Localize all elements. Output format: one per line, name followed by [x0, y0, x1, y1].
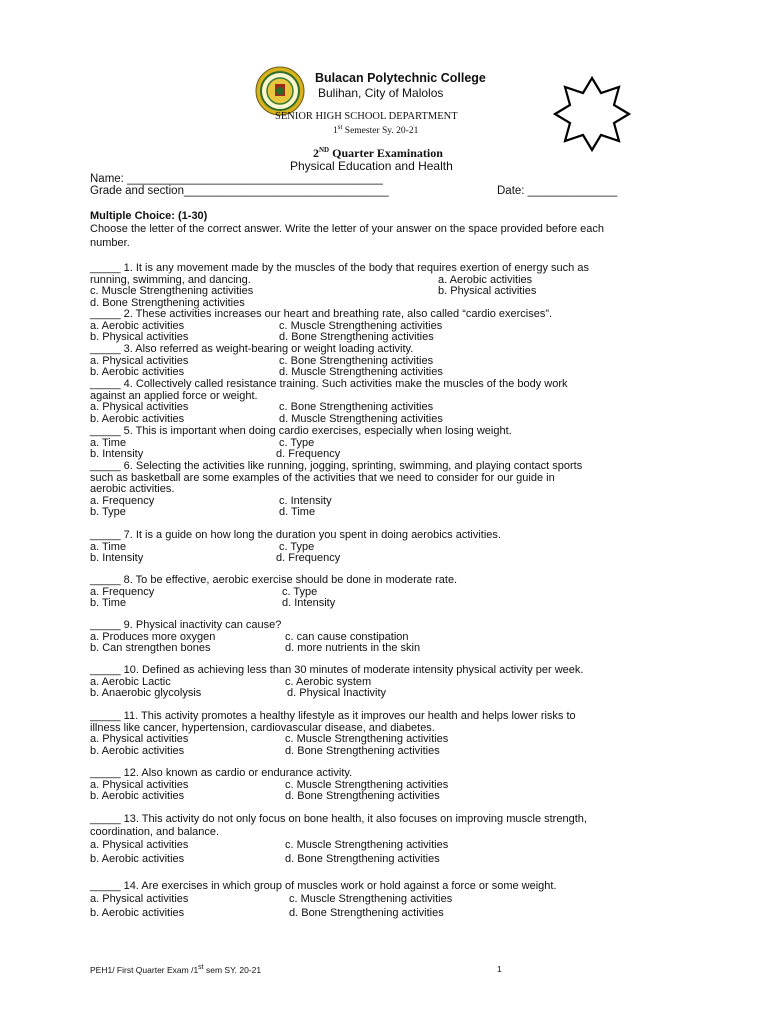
option-c: c. Muscle Strengthening activities [90, 285, 254, 298]
option-b: b. Aerobic activities [90, 907, 185, 919]
option-a: a. Aerobic Lactic [90, 675, 171, 688]
question-7 [90, 530, 690, 565]
option-b: b. Aerobic activities [90, 412, 185, 425]
option-b: b. Anaerobic glycolysis [90, 687, 202, 700]
question-text: _____ 3. Also referred as weight-bearing or weight loading activity. [90, 343, 414, 355]
option-a: a. Time [90, 436, 127, 449]
question-text: aerobic activities. [90, 483, 175, 496]
option-a: a. Frequency [90, 494, 155, 507]
question-text: _____ 12. Also known as cardio or endurance activity. [90, 767, 353, 779]
option-b: b. Aerobic activities [90, 790, 185, 803]
question-text: such as basketball are some examples of the activities that we need to consider for our guide in [90, 471, 555, 484]
option-d: d. Bone Strengthening activities [285, 853, 440, 865]
option-b: b. Physical activities [90, 331, 189, 344]
option-a: a. Produces more oxygen [90, 630, 216, 643]
question-text: coordination, and balance. [90, 826, 220, 838]
option-c: c. Muscle Strengthening activities [289, 893, 453, 905]
question-5 [90, 426, 690, 461]
date-field[interactable]: Date: ______________ [497, 185, 618, 197]
option-b: b. Time [90, 597, 127, 610]
option-c: c. Muscle Strengthening activities [285, 839, 449, 851]
question-11 [90, 711, 690, 757]
option-a: a. Physical activities [90, 778, 189, 791]
option-b: b. Aerobic activities [90, 366, 185, 379]
option-a: a. Frequency [90, 585, 155, 598]
option-d: d. Intensity [282, 597, 336, 610]
question-12 [90, 768, 690, 803]
option-d: d. Bone Strengthening activities [279, 331, 434, 344]
option-c: c. Aerobic system [285, 675, 372, 688]
section-title: Multiple Choice: (1-30) [90, 210, 208, 222]
option-d: d. Physical Inactivity [287, 687, 387, 700]
question-6 [90, 461, 690, 519]
score-star-box [553, 76, 631, 152]
question-8 [90, 575, 690, 610]
option-d: d. Muscle Strengthening activities [279, 412, 443, 425]
option-d: d. Frequency [276, 552, 341, 565]
instructions-line-1: Choose the letter of the correct answer. Write the letter of your answer on the space provided before each [90, 223, 605, 235]
option-d: d. Frequency [276, 448, 341, 461]
option-a: a. Physical activities [90, 354, 189, 367]
question-text: _____ 13. This activity do not only focus on bone health, it also focuses on improving muscle strength, [90, 813, 587, 825]
option-a: a. Physical activities [90, 893, 189, 905]
option-b: b. Type [90, 506, 126, 519]
question-14 [90, 880, 690, 920]
question-text: _____ 2. These activities increases our heart and breathing rate, also called “cardio exercises”. [90, 308, 553, 320]
question-1 [90, 263, 690, 309]
question-text: _____ 9. Physical inactivity can cause? [90, 619, 282, 631]
question-3 [90, 344, 690, 379]
option-d: d. Bone Strengthening activities [90, 296, 245, 309]
college-seal-logo [255, 66, 305, 116]
question-text: _____ 5. This is important when doing cardio exercises, especially when losing weight. [90, 425, 512, 437]
option-c: c. Muscle Strengthening activities [279, 319, 443, 332]
option-c: c. Muscle Strengthening activities [285, 733, 449, 746]
exam-title: 2ND Quarter Examination [313, 146, 443, 160]
question-13 [90, 813, 690, 866]
option-c: c. can cause constipation [285, 630, 409, 643]
option-d: d. Bone Strengthening activities [285, 790, 440, 803]
question-text: _____ 10. Defined as achieving less than 30 minutes of moderate intensity physical activity per week. [90, 664, 584, 676]
option-b: b. Can strengthen bones [90, 642, 211, 655]
option-c: c. Bone Strengthening activities [279, 354, 434, 367]
question-text: running, swimming, and dancing. [90, 273, 251, 286]
option-c: c. Type [279, 436, 315, 449]
question-text: _____ 14. Are exercises in which group of muscles work or hold against a force or some weight. [90, 880, 557, 892]
option-c: c. Type [279, 540, 315, 553]
instructions-line-2: number. [90, 237, 130, 249]
page-number: 1 [497, 964, 502, 974]
college-name: Bulacan Polytechnic College [315, 71, 486, 85]
option-a: a. Aerobic activities [90, 319, 185, 332]
option-a: a. Physical activities [90, 733, 189, 746]
option-c: c. Bone Strengthening activities [279, 401, 434, 414]
option-b: b. Aerobic activities [90, 853, 185, 865]
option-d: d. Bone Strengthening activities [285, 744, 440, 757]
option-a: a. Physical activities [90, 839, 189, 851]
footer-label: PEH1/ First Quarter Exam /1st sem SY. 20-21 [90, 964, 262, 975]
option-b: b. Intensity [90, 552, 144, 565]
option-c: c. Type [282, 585, 318, 598]
department-title: SENIOR HIGH SCHOOL DEPARTMENT [275, 111, 458, 122]
question-10 [90, 665, 690, 700]
option-c: c. Muscle Strengthening activities [285, 778, 449, 791]
option-b: b. Physical activities [438, 285, 537, 298]
name-field[interactable]: Name: ________________________________________ [90, 173, 383, 185]
college-address: Bulihan, City of Malolos [318, 86, 444, 100]
option-a: a. Physical activities [90, 401, 189, 414]
option-d: d. Bone Strengthening activities [289, 907, 444, 919]
subject-title: Physical Education and Health [290, 159, 453, 173]
question-text: _____ 1. It is any movement made by the muscles of the body that requires exertion of energy such as [90, 262, 589, 274]
option-d: d. Muscle Strengthening activities [279, 366, 443, 379]
question-text: _____ 7. It is a guide on how long the duration you spent in doing aerobics activities. [90, 529, 501, 541]
question-9 [90, 620, 690, 655]
question-text: _____ 11. This activity promotes a healthy lifestyle as it improves our health and helps lower risks to [90, 710, 576, 722]
question-text: against an applied force or weight. [90, 389, 258, 402]
option-c: c. Intensity [279, 494, 332, 507]
question-4 [90, 379, 690, 425]
question-text: _____ 4. Collectively called resistance training. Such activities make the muscles of the body work [90, 378, 568, 390]
semester-line: 1st Semester Sy. 20-21 [333, 123, 419, 137]
option-a: a. Time [90, 540, 127, 553]
question-2 [90, 309, 690, 344]
option-b: b. Aerobic activities [90, 744, 185, 757]
question-text: _____ 6. Selecting the activities like running, jogging, sprinting, swimming, and playing contact sports [90, 460, 583, 472]
option-b: b. Intensity [90, 448, 144, 461]
option-d: d. Time [279, 506, 316, 519]
option-a: a. Aerobic activities [438, 273, 533, 286]
question-text: illness like cancer, hypertension, cardiovascular disease, and diabetes. [90, 721, 435, 734]
option-d: d. more nutrients in the skin [285, 642, 421, 655]
question-text: _____ 8. To be effective, aerobic exercise should be done in moderate rate. [90, 574, 458, 586]
grade-section-field[interactable]: Grade and section________________________________ [90, 185, 389, 197]
